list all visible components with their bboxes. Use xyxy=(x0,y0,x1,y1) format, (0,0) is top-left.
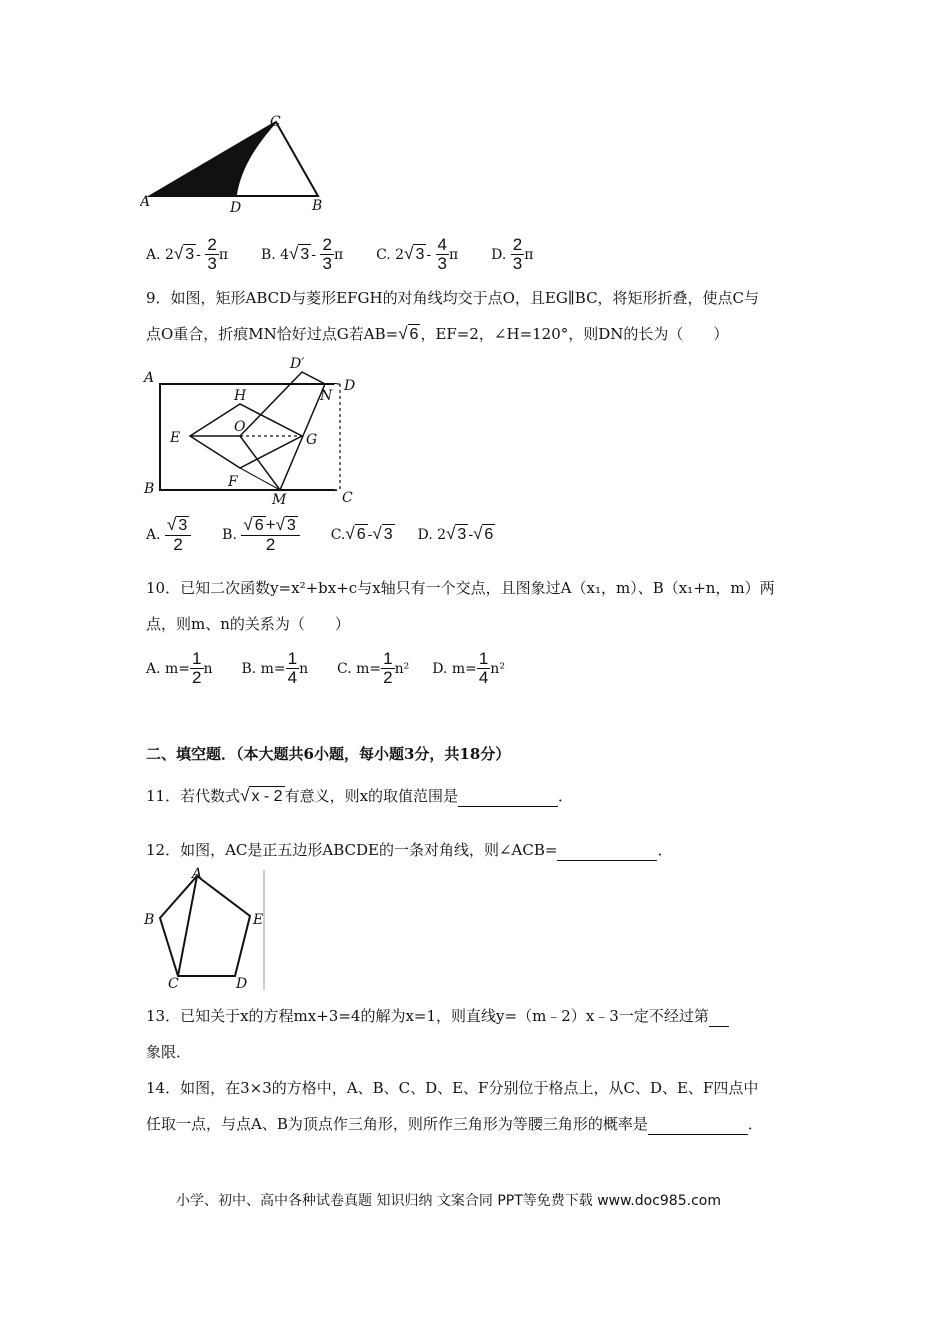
fig12-label-a: A xyxy=(192,866,203,882)
q13-line-2: 象限． xyxy=(146,1043,192,1061)
q9-option-b: B. $\frac{√ 6 +√ 3}{2}$ xyxy=(222,527,304,543)
fig9-label-c: C xyxy=(342,490,353,504)
fig12-label-d: D xyxy=(236,976,248,992)
fig9-label-f: F xyxy=(228,474,238,490)
q9-option-c: C.√ 6 -√ 3 xyxy=(330,524,393,543)
q12-answer-blank[interactable] xyxy=(557,840,657,861)
fig9-label-o: O xyxy=(234,419,246,435)
q13-answer-blank[interactable] xyxy=(709,1006,729,1027)
fig8-label-a: A xyxy=(140,194,151,210)
q10-option-a: A. m= $\frac{1}{2}$ n xyxy=(146,649,213,687)
q8-options xyxy=(146,236,533,272)
q10-line-1: 10．已知二次函数y=x²+bx+c与x轴只有一个交点，且图象过A（x₁，m）、B（x₁+n，m）两 xyxy=(146,579,775,597)
fig9-label-n: N xyxy=(320,388,333,404)
figure-q12-pentagon xyxy=(140,866,270,992)
section-2-heading: 二、填空题．（本大题共6小题，每小题3分，共18分） xyxy=(146,745,511,763)
fig12-label-c: C xyxy=(168,976,179,992)
fig9-label-a: A xyxy=(144,370,155,386)
q9-line-2: 点O重合，折痕MN恰好过点G若AB=√ 6 ，EF=2，∠H=120°，则DN的长为（ ） xyxy=(146,324,729,343)
fig9-label-d: D xyxy=(344,378,356,394)
q13-line-1: 13．已知关于x的方程mx+3=4的解为x=1，则直线y=（m﹣2）x﹣3一定不经过第 xyxy=(146,1006,729,1027)
q9-options xyxy=(146,516,495,558)
q10-options xyxy=(146,650,505,690)
q8-option-b: B. 4√ 3 - $\frac{2}{3}$ π xyxy=(260,235,344,273)
q9-option-a: A. $\frac{√ 3}{2}$ xyxy=(146,527,196,543)
q8-option-a: A. 2√ 3 - $\frac{2}{3}$ π xyxy=(146,235,229,273)
figure-q9-rectangle-rhombus xyxy=(140,352,370,504)
fig9-label-h: H xyxy=(234,388,247,404)
fig9-label-b: B xyxy=(144,481,155,497)
figure-q8-triangle xyxy=(140,112,330,217)
fig8-label-c: C xyxy=(270,114,281,130)
q11-answer-blank[interactable] xyxy=(458,786,558,807)
q14-answer-blank[interactable] xyxy=(648,1114,748,1135)
q14-line-2: 任取一点，与点A、B为顶点作三角形，则所作三角形为等腰三角形的概率是 ． xyxy=(146,1115,763,1133)
page-footer: 小学、初中、高中各种试卷真题 知识归纳 文案合同 PPT等免费下载 www.doc985.com xyxy=(176,1193,721,1209)
fig9-label-dprime: D′ xyxy=(290,356,305,372)
q10-option-c: C. m= $\frac{1}{2}$ n² xyxy=(337,649,410,687)
fig12-label-e: E xyxy=(253,912,264,928)
q14-line-1: 14．如图，在3×3的方格中，A、B、C、D、E、F分别位于格点上，从C、D、E、F四点中 xyxy=(146,1079,759,1097)
q10-line-2: 点，则m、n的关系为（ ） xyxy=(146,615,350,633)
q8-option-d: D. $\frac{2}{3}$ π xyxy=(491,235,534,273)
fig12-label-b: B xyxy=(144,912,155,928)
q9-line-1: 9．如图，矩形ABCD与菱形EFGH的对角线均交于点O，且EG∥BC，将矩形折叠，使点C与 xyxy=(146,289,760,307)
fig8-label-d: D xyxy=(230,200,242,216)
q10-option-d: D. m= $\frac{1}{4}$ n² xyxy=(432,649,505,687)
fig9-label-e: E xyxy=(170,430,181,446)
q10-option-b: B. m= $\frac{1}{4}$ n xyxy=(241,649,309,687)
q8-option-c: C. 2√ 3 - $\frac{4}{3}$ π xyxy=(376,235,459,273)
q11: 11．若代数式√ x - 2 有意义，则x的取值范围是 ． xyxy=(146,786,574,805)
fig9-label-g: G xyxy=(306,432,318,448)
q9-option-d: D. 2√ 3 -√ 6 xyxy=(417,524,494,543)
fig8-label-b: B xyxy=(312,198,323,214)
fig9-label-m: M xyxy=(272,492,287,504)
q12: 12．如图，AC是正五边形ABCDE的一条对角线，则∠ACB= ． xyxy=(146,841,673,859)
